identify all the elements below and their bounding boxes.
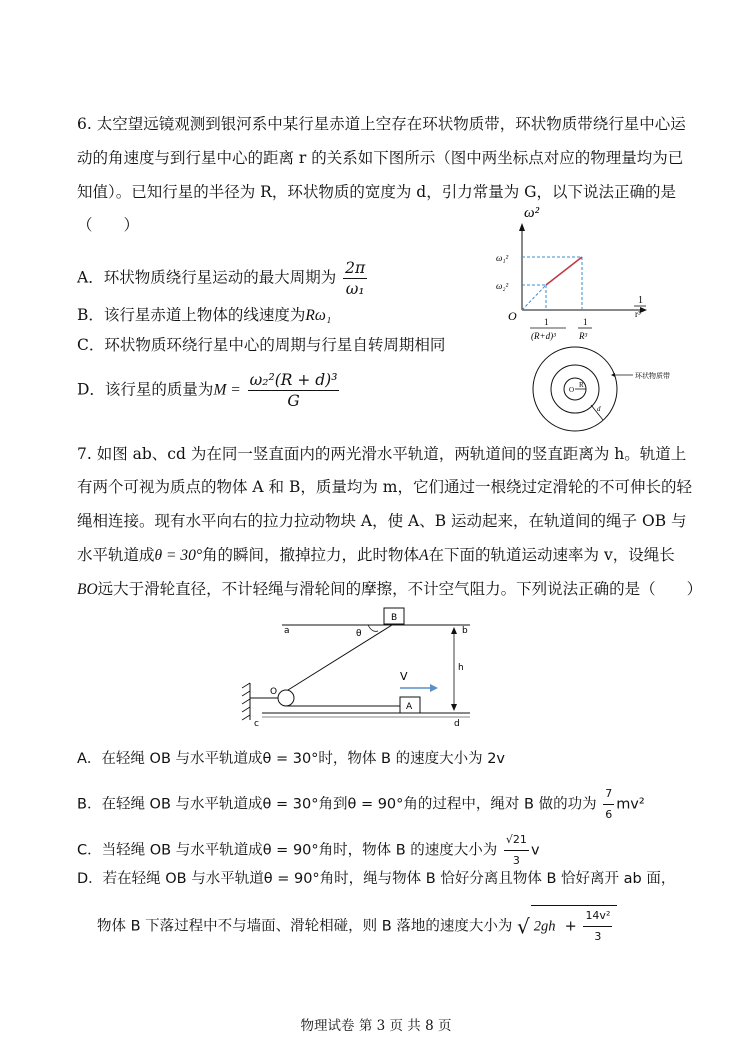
graph-origin: O — [508, 309, 517, 323]
q7-option-c-text: C．当轻绳 OB 与水平轨道成θ = 90°角时，物体 B 的速度大小为 — [77, 842, 498, 859]
height-arrow-bottom — [451, 704, 457, 711]
graph-y-tick-w2: ω₂² — [496, 281, 509, 291]
label-pulley-o: O — [270, 687, 278, 697]
q7-option-d-line1: D．若在轻绳 OB 与水平轨道θ = 90°角时，绳与物体 B 恰好分离且物体 B 恰好离开 ab 面， — [77, 871, 676, 887]
q6-option-b-math: Rω₁ — [305, 307, 332, 324]
graph-x-tick2-num: 1 — [583, 317, 588, 327]
q6-option-d-den: G — [287, 392, 300, 410]
graph-dash-origin — [522, 285, 546, 310]
graph-y-label: ω² — [524, 205, 540, 221]
q6-line1: 6. 太空望远镜观测到银河系中某行星赤道上空存在环状物质带，环状物质带绕行星中心运 — [77, 115, 686, 133]
sqrt-sign: √ — [516, 914, 530, 939]
wall-hatching — [242, 683, 250, 720]
q7-line5-b: 远大于滑轮直径，不计轻绳与滑轮间的摩擦，不计空气阻力。下列说法正确的是（ ） — [97, 580, 703, 598]
q6-option-a-num: 2π — [345, 259, 366, 277]
q7-line3: 绳相连接。现有水平向右的拉力拉动物块 A，使 A、B 运动起来，在轨道间的绳子 OB 与 — [77, 512, 687, 530]
label-block-b: B — [391, 613, 398, 623]
q7-line4-angle: θ = 30° — [154, 547, 203, 564]
q7-line4 — [77, 545, 675, 566]
ring-label: 环状物质带 — [635, 372, 670, 380]
q7-option-c-den: 3 — [512, 854, 520, 867]
q6-option-d-num: ω₂²(R + d)³ — [249, 371, 338, 389]
q6-line2: 动的角速度与到行星中心的距离 r 的关系如下图所示（图中两坐标点对应的物理量均为已 — [77, 149, 684, 167]
height-arrow-top — [451, 627, 457, 634]
graph-x-arrow — [640, 307, 647, 313]
graph-x-label-num: 1 — [638, 295, 643, 306]
q7-option-a: A．在轻绳 OB 与水平轨道成θ = 30°时，物体 B 的速度大小为 2v — [77, 751, 506, 767]
q7-option-b-fraction — [603, 784, 614, 825]
q6-option-a — [77, 258, 369, 299]
q7-option-d-den: 3 — [594, 930, 602, 943]
q7-line4-c: 角的瞬间，撤掉拉力，此时物体 — [202, 546, 420, 564]
q7-option-c-num: √21 — [504, 830, 529, 851]
label-b: b — [462, 626, 468, 636]
q7-line4-a-var: A — [419, 547, 429, 564]
q7-option-b-den: 6 — [605, 808, 613, 821]
page-footer: 物理试卷 第 3 页 共 8 页 — [300, 1018, 452, 1034]
graph-x-tick1-num: 1 — [544, 317, 549, 327]
q7-option-d-radicand — [531, 905, 618, 947]
label-a: a — [284, 626, 290, 636]
q6-option-b-text: B．该行星赤道上物体的线速度为 — [77, 306, 306, 324]
theta-arc — [368, 625, 378, 631]
q7-option-d-text: 物体 B 下落过程中不与墙面、滑轮相碰，则 B 落地的速度大小为 — [97, 918, 513, 935]
q7-option-b-num: 7 — [603, 784, 614, 805]
graph-x-tick2-den: R³ — [579, 331, 588, 341]
q7-pulley-figure — [240, 600, 500, 732]
q6-option-d — [77, 370, 341, 411]
q7-option-d-2gh: 2gh — [533, 918, 556, 935]
graph-x-tick1-den: (R+d)³ — [531, 331, 556, 341]
q7-option-b — [77, 784, 645, 825]
q6-option-a-den: ω₁ — [345, 280, 365, 298]
q6-option-d-fraction — [248, 370, 340, 411]
q7-option-b-text: B．在轻绳 OB 与水平轨道成θ = 30°角到θ = 90°角的过程中，绳对 B 做的功为 — [77, 796, 597, 813]
q6-option-a-fraction — [343, 258, 367, 299]
q7-line2: 有两个可视为质点的物体 A 和 B，质量均为 m，它们通过一根绕过定滑轮的不可伸长的轻 — [77, 478, 692, 496]
q6-option-c: C．环状物质环绕行星中心的周期与行星自转周期相同 — [77, 336, 446, 354]
label-block-a: A — [406, 702, 413, 712]
q7-option-d-plus: + — [564, 918, 577, 935]
q7-line5 — [77, 579, 702, 600]
q7-option-b-tail: mv² — [616, 796, 645, 813]
q6-option-d-text: D．该行星的质量为 — [77, 380, 214, 399]
graph-data-line — [546, 257, 582, 285]
q6-option-d-lhs: M = — [213, 381, 241, 399]
q6-line3: 知值）。已知行星的半径为 R，环状物质的宽度为 d，引力常量为 G，以下说法正确的是 — [77, 183, 677, 201]
q6-option-a-text: A．环状物质绕行星运动的最大周期为 — [77, 268, 337, 287]
q7-option-c-fraction — [504, 830, 529, 871]
ring-center-label: O — [569, 386, 575, 394]
label-theta: θ — [356, 629, 362, 639]
q7-option-c-tail: v — [530, 842, 540, 859]
label-d: d — [454, 719, 460, 729]
q7-line4-a: 水平轨道成 — [77, 546, 155, 564]
q6-ring-diagram — [525, 345, 695, 433]
q7-option-d-fraction — [583, 906, 612, 947]
ring-radius-label: R — [579, 381, 584, 389]
ring-label-arrow — [611, 373, 615, 377]
q7-option-d-num: 14v² — [583, 906, 612, 927]
rope-ob — [288, 625, 392, 690]
q7-option-c — [77, 830, 540, 871]
q6-option-b — [77, 305, 331, 326]
graph-x-label-den: r³ — [635, 309, 641, 319]
label-v: V — [400, 670, 408, 683]
ring-width-label: d — [597, 405, 601, 413]
graph-y-arrow — [519, 223, 525, 231]
pulley — [278, 690, 294, 706]
q6-omega-graph — [490, 195, 660, 350]
q7-option-d-line2 — [97, 905, 617, 947]
velocity-arrow-head — [430, 684, 438, 692]
q7-line4-e: 在下面的轨道运动速率为 v，设绳长 — [428, 546, 675, 564]
q7-line5-bo: BO — [77, 581, 98, 598]
label-c: c — [254, 719, 259, 729]
q6-answer-paren: （ ） — [77, 216, 140, 234]
label-h: h — [458, 663, 464, 673]
graph-y-tick-w1: ω₁² — [496, 253, 509, 263]
q7-line1: 7. 如图 ab、cd 为在同一竖直面内的两光滑水平轨道，两轨道间的竖直距离为 h。轨道上 — [77, 445, 687, 463]
